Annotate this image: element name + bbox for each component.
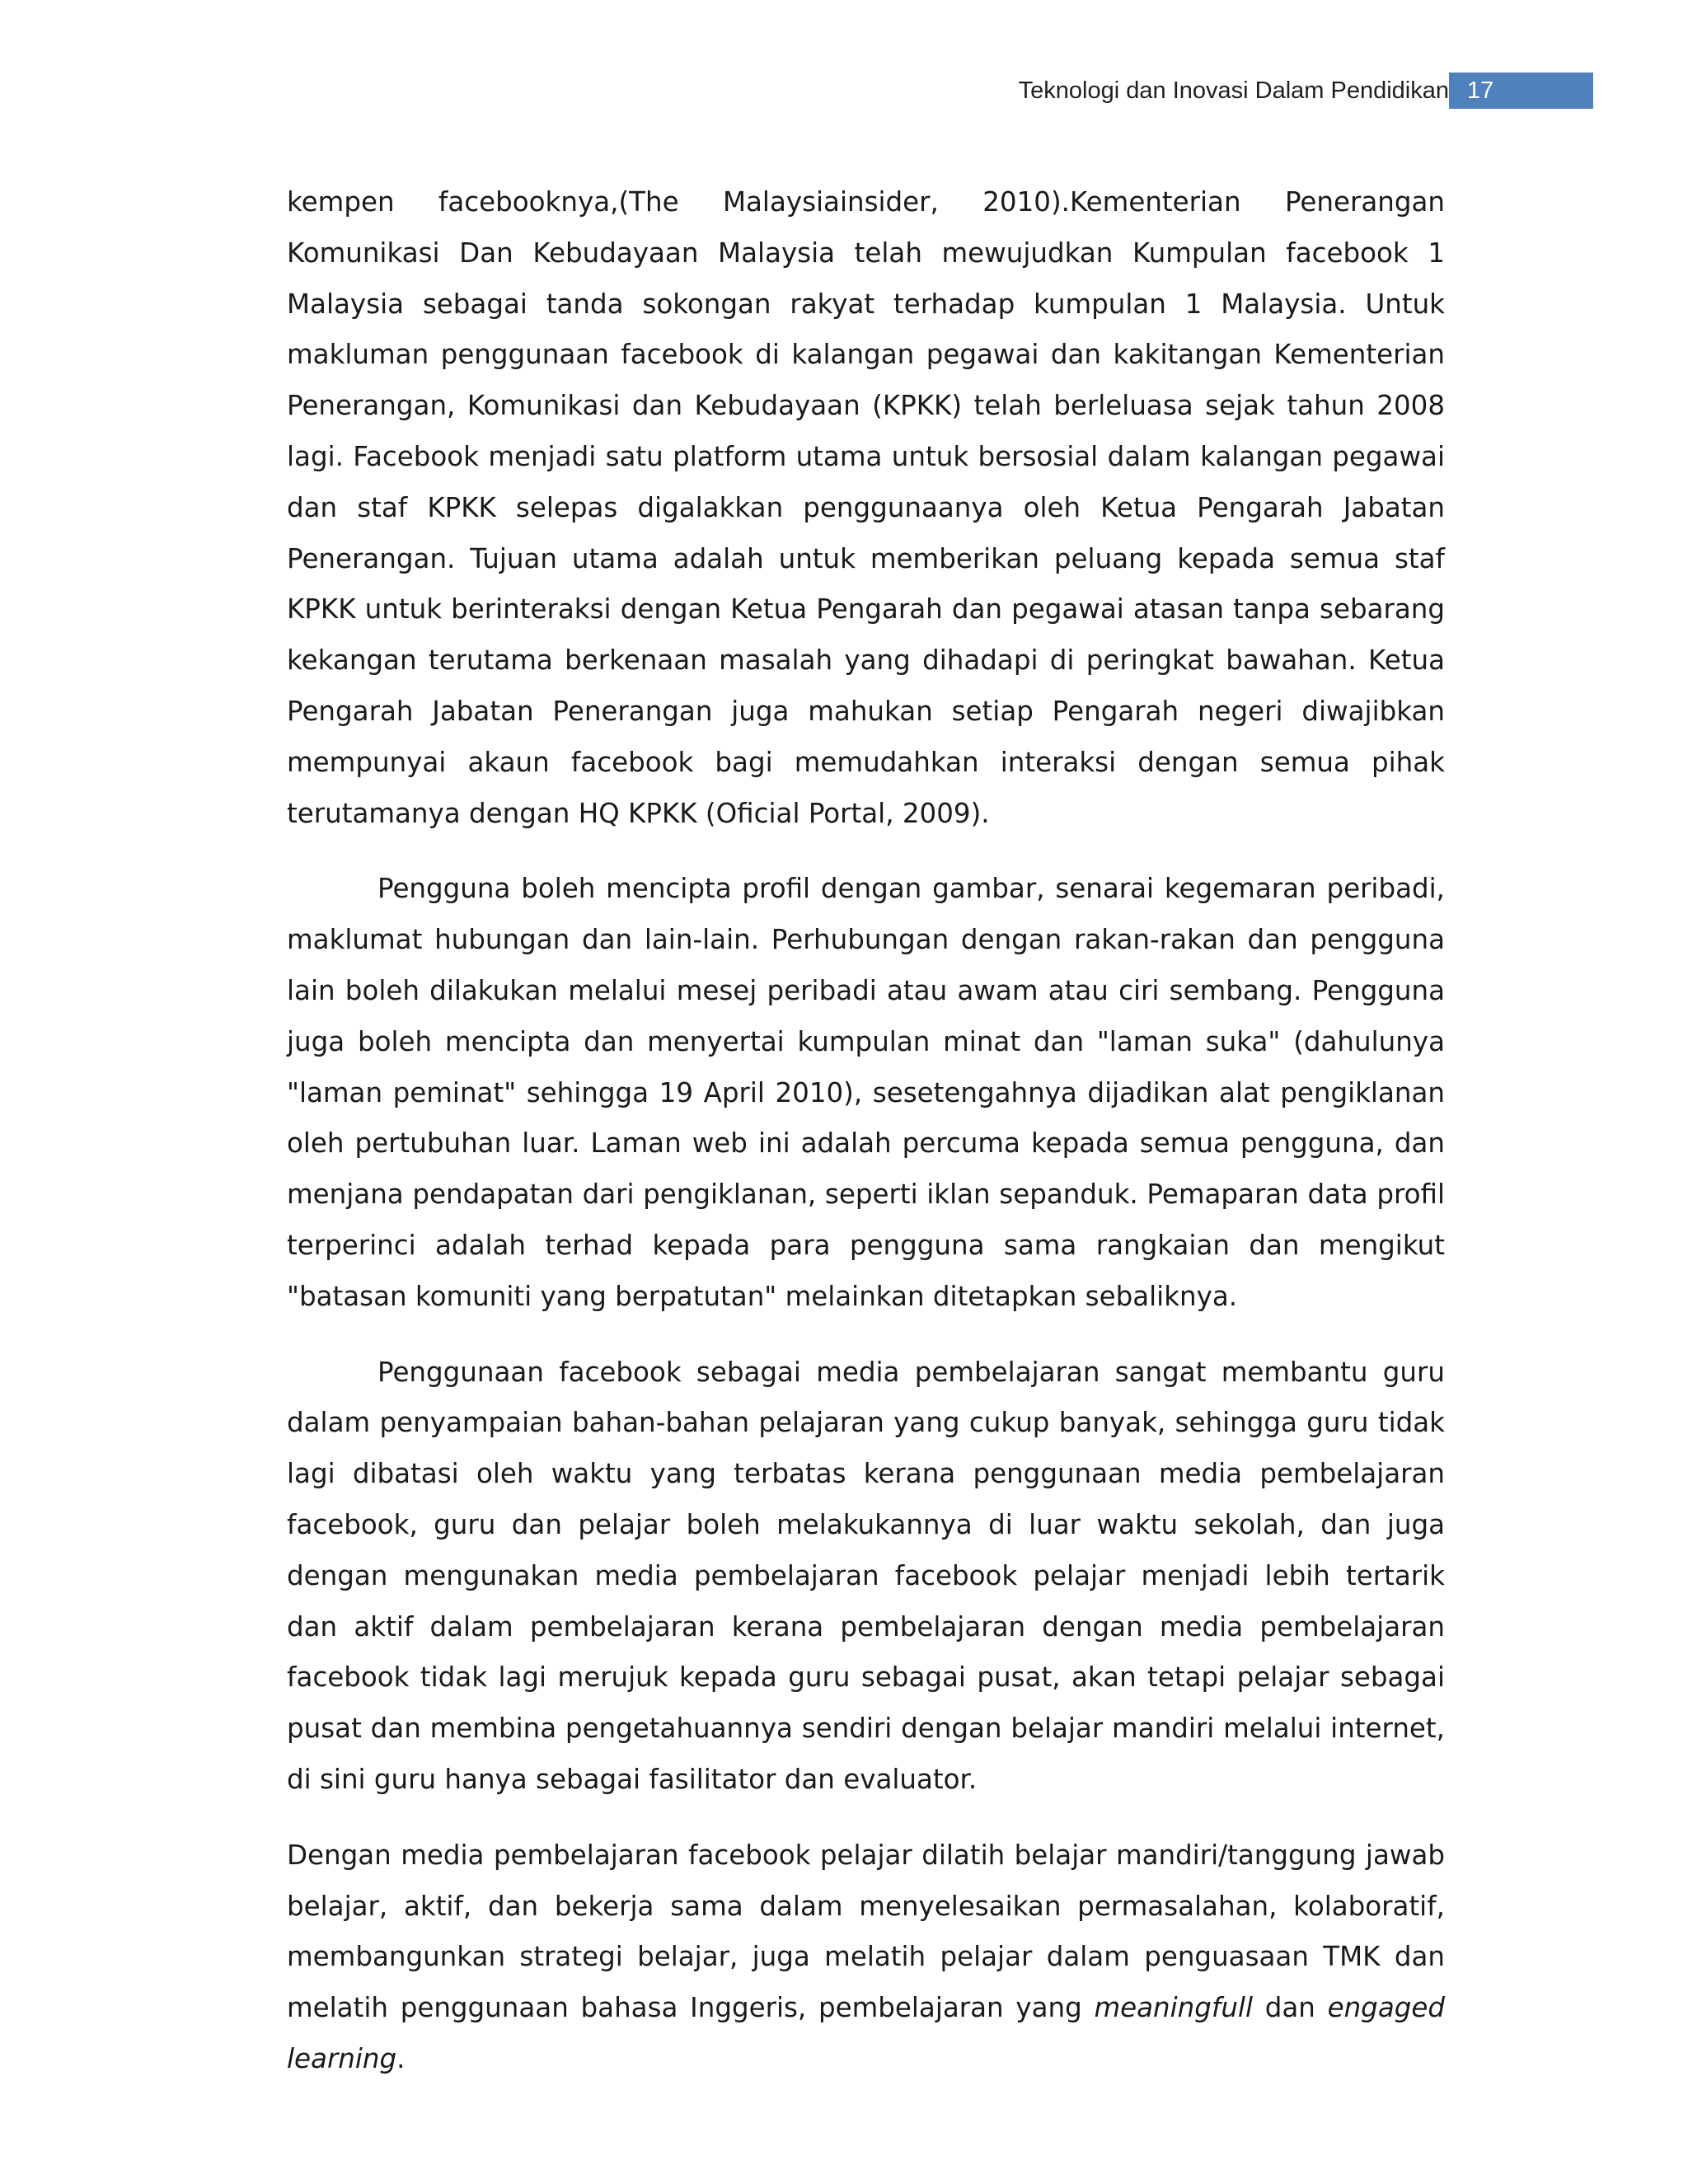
paragraph-1: kempen facebooknya,(The Malaysiainsider, 2010).Kementerian Penerangan Komunikasi Dan Kebudayaan Malaysia telah mewujudkan Kumpulan facebook 1 Malaysia sebagai tanda sokongan rakyat terhadap kumpulan 1 Malaysia. Untuk makluman penggunaan facebook di kalangan pegawai dan kakitangan Kementerian Penerangan, Komunikasi dan Kebudayaan (KPKK) telah berleluasa sejak tahun 2008 lagi. Facebook menjadi satu platform utama untuk bersosial dalam kalangan pegawai dan staf KPKK selepas digalakkan penggunaanya oleh Ketua Pengarah Jabatan Penerangan. Tujuan utama adalah untuk memberikan peluang kepada semua staf KPKK untuk berinteraksi dengan Ketua Pengarah dan pegawai atasan tanpa sebarang kekangan terutama berkenaan masalah yang dihadapi di peringkat bawahan. Ketua Pengarah Jabatan Penerangan juga mahukan setiap Pengarah negeri diwajibkan mempunyai akaun facebook bagi memudahkan interaksi dengan semua pihak terutamanya dengan HQ KPKK (Oficial Portal, 2009). <box>287 186 1445 829</box>
page-number-badge: 17 <box>1449 73 1593 109</box>
paragraph-3: Penggunaan facebook sebagai media pembelajaran sangat membantu guru dalam penyampaian bahan-bahan pelajaran yang cukup banyak, sehingga guru tidak lagi dibatasi oleh waktu yang terbatas kerana penggunaan media pembelajaran facebook, guru dan pelajar boleh melakukannya di luar waktu sekolah, dan juga dengan mengunakan media pembelajaran facebook pelajar menjadi lebih tertarik dan aktif dalam pembelajaran kerana pembelajaran dengan media pembelajaran facebook tidak lagi merujuk kepada guru sebagai pusat, akan tetapi pelajar sebagai pusat dan membina pengetahuannya sendiri dengan belajar mandiri melalui internet, di sini guru hanya sebagai fasilitator dan evaluator. <box>287 1356 1445 1795</box>
running-header <box>0 73 1688 110</box>
paragraph-4-text: Dengan media pembelajaran facebook pelajar dilatih belajar mandiri/tanggung jawab belajar, aktif, dan bekerja sama dalam menyelesaikan permasalahan, kolaboratif, membangunkan strategi belajar, juga melatih pelajar dalam penguasaan TMK dan melatih penggunaan bahasa Inggeris, pembelajaran yang <box>287 1839 1445 2024</box>
document-body <box>287 177 1445 2110</box>
header-title: Teknologi dan Inovasi Dalam Pendidikan <box>1018 77 1449 104</box>
paragraph-4-emphasis-engaged-learning: engaged learning <box>287 1992 1445 2074</box>
paragraph-4-emphasis-meaningfull: meaningfull <box>1094 1992 1253 2024</box>
paragraph-4-end: . <box>396 2042 406 2074</box>
paragraph-2: Pengguna boleh mencipta profil dengan gambar, senarai kegemaran peribadi, maklumat hubungan dan lain-lain. Perhubungan dengan rakan-rakan dan pengguna lain boleh dilakukan melalui mesej peribadi atau awam atau ciri sembang. Pengguna juga boleh mencipta dan menyertai kumpulan minat dan "laman suka" (dahulunya "laman peminat" sehingga 19 April 2010), sesetengahnya dijadikan alat pengiklanan oleh pertubuhan luar. Laman web ini adalah percuma kepada semua pengguna, dan menjana pendapatan dari pengiklanan, seperti iklan sepanduk. Pemaparan data profil terperinci adalah terhad kepada para pengguna sama rangkaian dan mengikut "batasan komuniti yang berpatutan" melainkan ditetapkan sebaliknya. <box>287 873 1445 1312</box>
paragraph-4 <box>287 1830 1445 2085</box>
paragraph-4-connector: dan <box>1253 1992 1328 2024</box>
